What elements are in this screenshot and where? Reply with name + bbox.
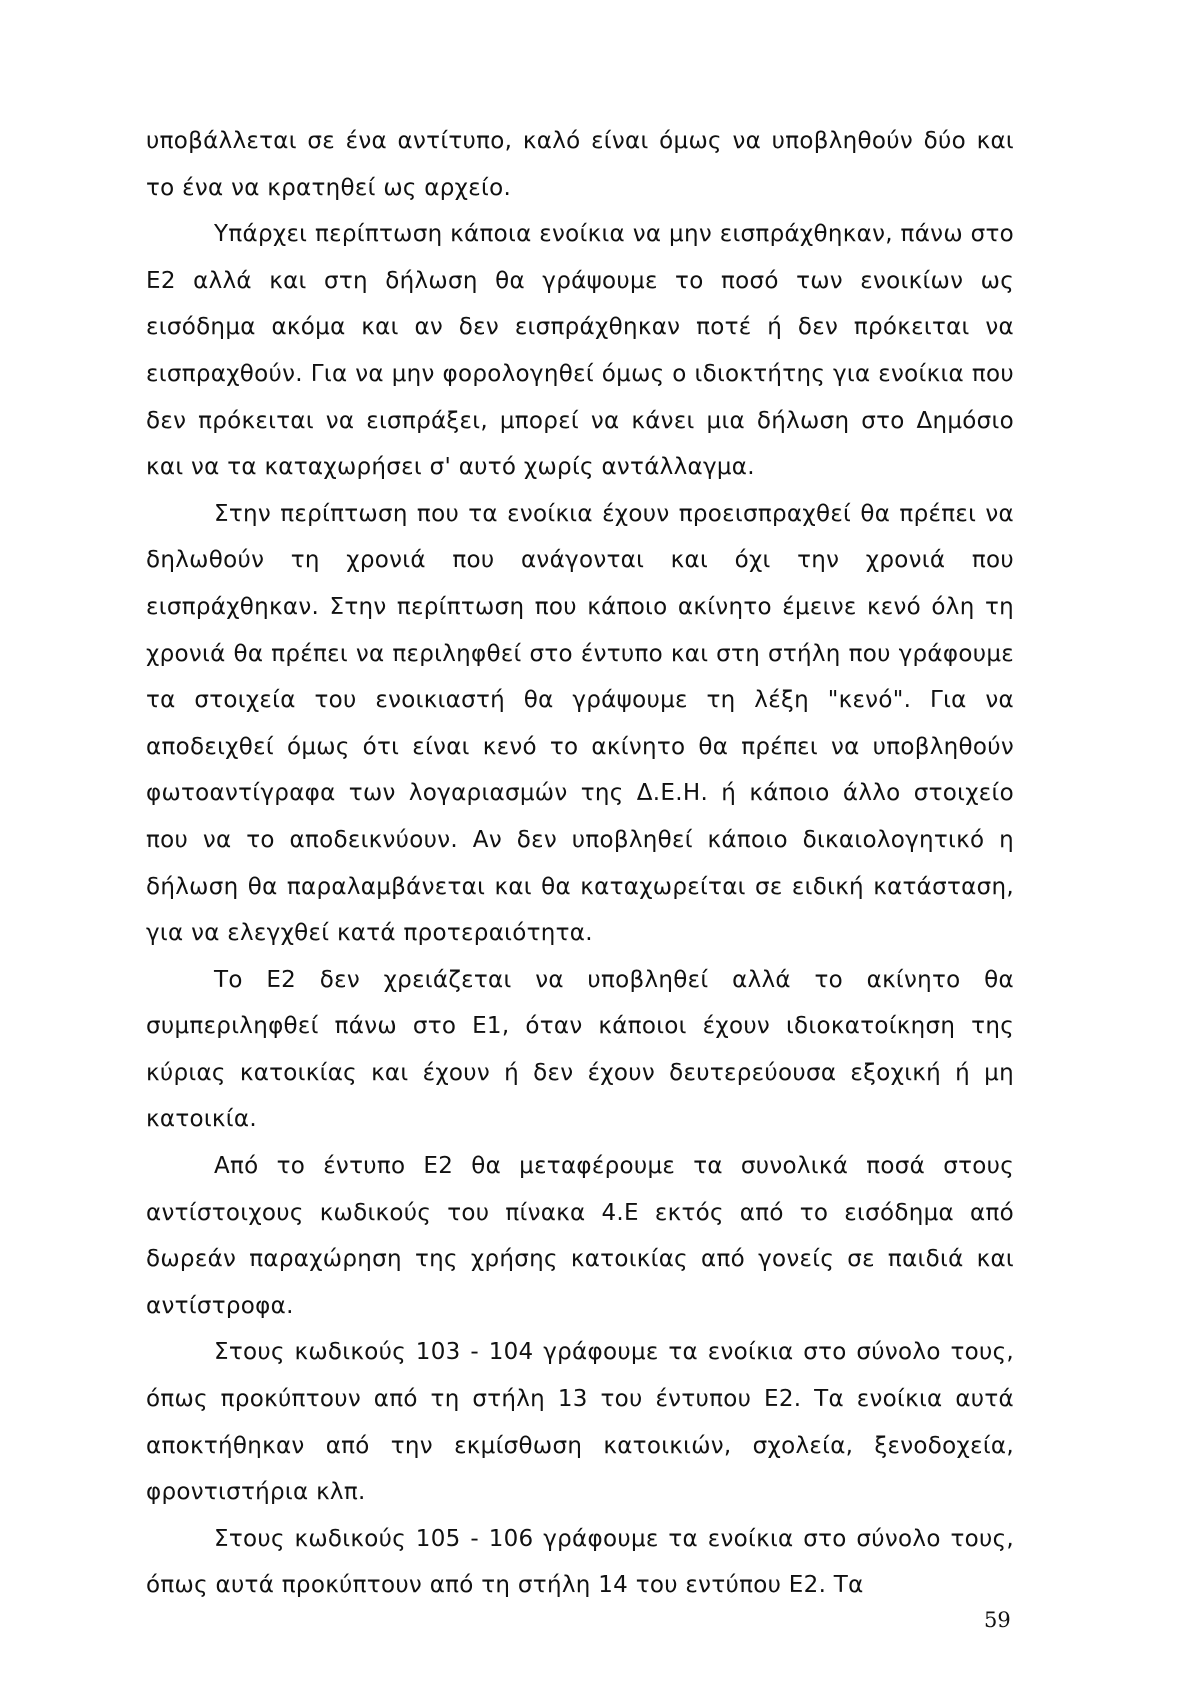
paragraph-unpaid-rents: Υπάρχει περίπτωση κάποια ενοίκια να μην εισπράχθηκαν, πάνω στο Ε2 αλλά και στη δήλωση θα γράψουμε το ποσό των ενοικίων ως εισόδημα ακόμα και αν δεν εισπράχθηκαν ποτέ ή δεν πρόκειται να εισπραχθούν. Για να μην φορολογηθεί όμως ο ιδιοκτήτης για ενοίκια που δεν πρόκειται να εισπράξει, μπορεί να κάνει μια δήλωση στο Δημόσιο και να τα καταχωρήσει σ' αυτό χωρίς αντάλλαγμα. (146, 221, 1014, 481)
page-number: 59 (984, 1608, 1011, 1632)
paragraph-codes-105-106: Στους κωδικούς 105 - 106 γράφουμε τα ενοίκια στο σύνολο τους, όπως αυτά προκύπτουν από τη στήλη 14 του εντύπου Ε2. Τα (146, 1525, 1014, 1599)
paragraph-prepaid-and-vacant: Στην περίπτωση που τα ενοίκια έχουν προεισπραχθεί θα πρέπει να δηλωθούν τη χρονιά που ανάγονται και όχι την χρονιά που εισπράχθηκαν. Στην περίπτωση που κάποιο ακίνητο έμεινε κενό όλη τη χρονιά θα πρέπει να περιληφθεί στο έντυπο και στη στήλη που γράφουμε τα στοιχεία του ενοικιαστή θα γράψουμε τη λέξη "κενό". Για να αποδειχθεί όμως ότι είναι κενό το ακίνητο θα πρέπει να υποβληθούν φωτοαντίγραφα των λογαριασμών της Δ.Ε.Η. ή κάποιο άλλο στοιχείο που να το αποδεικνύουν. Αν δεν υποβληθεί κάποιο δικαιολογητικό η δήλωση θα παραλαμβάνεται και θα καταχωρείται σε ειδική κατάσταση, για να ελεγχθεί κατά προτεραιότητα. (146, 500, 1014, 947)
paragraph-transfer-totals: Από το έντυπο Ε2 θα μεταφέρουμε τα συνολικά ποσά στους αντίστοιχους κωδικούς του πίνακα 4.Ε εκτός από το εισόδημα από δωρεάν παραχώρηση της χρήσης κατοικίας από γονείς σε παιδιά και αντίστροφα. (146, 1153, 1014, 1319)
paragraph-codes-103-104: Στους κωδικούς 103 - 104 γράφουμε τα ενοίκια στο σύνολο τους, όπως προκύπτουν από τη στήλη 13 του έντυπου Ε2. Τα ενοίκια αυτά αποκτήθηκαν από την εκμίσθωση κατοικιών, σχολεία, ξενοδοχεία, φροντιστήρια κλπ. (146, 1339, 1014, 1506)
paragraph-e2-not-required: Το Ε2 δεν χρειάζεται να υποβληθεί αλλά το ακίνητο θα συμπεριληφθεί πάνω στο Ε1, όταν κάποιοι έχουν ιδιοκατοίκηση της κύριας κατοικίας και έχουν ή δεν έχουν δευτερεύουσα εξοχική ή μη κατοικία. (146, 966, 1014, 1133)
paragraph-continuation: υποβάλλεται σε ένα αντίτυπο, καλό είναι όμως να υποβληθούν δύο και το ένα να κρατηθεί ως αρχείο. (146, 128, 1014, 201)
page-body (146, 118, 1014, 1609)
